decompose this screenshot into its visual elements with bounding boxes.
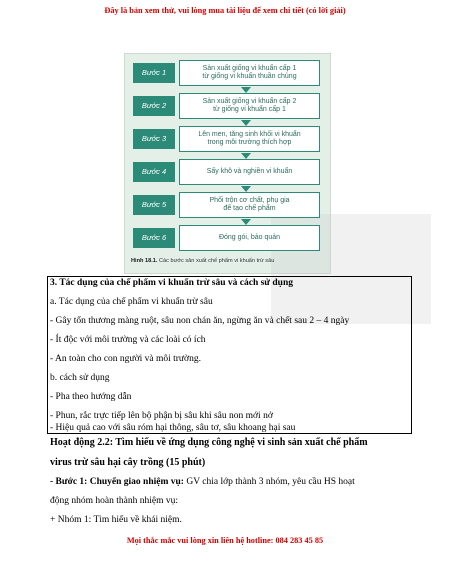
step-row-3: [133, 126, 323, 152]
production-steps-figure: [124, 53, 331, 274]
step-label: Bước 1: [133, 63, 175, 83]
text-line: b. cách sử dụng: [50, 373, 110, 383]
step-row-1: [133, 60, 323, 86]
step-text: Lên men, tăng sinh khối vi khuẩn trong môi trường thích hợp: [179, 126, 320, 152]
text-line: - Hiệu quả cao với sâu róm hại thông, sâu tơ, sâu khoang hại sau: [50, 423, 296, 433]
step-row-6: [133, 225, 323, 251]
text-line: - Gây tổn thương màng ruột, sâu non chán ăn, ngừng ăn và chết sau 2 – 4 ngày: [50, 316, 350, 326]
step-label: Bước 6: [133, 228, 175, 248]
step-row-5: [133, 192, 323, 218]
text-line: - Phun, rắc trực tiếp lên bộ phận bị sâu khi sâu non mới nở: [50, 411, 273, 421]
step-text: Đóng gói, bảo quản: [179, 225, 320, 251]
hotline-banner: Mọi thắc mắc vui lòng xin liên hệ hotline: 084 283 45 85: [126, 536, 324, 545]
step1-line: [50, 477, 355, 487]
text-line: - An toàn cho con người và môi trường.: [50, 354, 201, 364]
step-row-2: [133, 93, 323, 119]
activity-heading: Hoạt động 2.2: Tìm hiểu về ứng dụng công nghệ vi sinh sản xuất chế phẩm: [50, 437, 368, 448]
group1-task: + Nhóm 1: Tìm hiểu về khái niệm.: [50, 515, 182, 525]
step1-label: - Bước 1: Chuyển giao nhiệm vụ:: [50, 477, 184, 487]
step-text: Sản xuất giống vi khuẩn cấp 2 từ giống vi khuẩn cấp 1: [179, 93, 320, 119]
step-text: Sản xuất giống vi khuẩn cấp 1 từ giống vi khuẩn thuần chủng: [179, 60, 320, 86]
text-line: - Ít độc với môi trường và các loài có ích: [50, 335, 206, 345]
step1-text: GV chia lớp thành 3 nhóm, yêu cầu HS hoạt: [183, 477, 355, 487]
caption-number: Hình 18.1.: [131, 258, 158, 264]
step-label: Bước 3: [133, 129, 175, 149]
step-row-4: [133, 159, 323, 185]
text-line: a. Tác dụng của chế phẩm vi khuẩn trừ sâu: [50, 297, 213, 307]
step-text: Phối trộn cơ chất, phụ gia để tạo chế phẩm: [179, 192, 320, 218]
preview-notice-banner: Đây là bản xem thử, vui lòng mua tài liệu để xem chi tiết (có lời giải): [104, 6, 346, 15]
step-label: Bước 5: [133, 195, 175, 215]
section-heading: 3. Tác dụng của chế phẩm vi khuẩn trừ sâu và cách sử dụng: [50, 278, 293, 288]
figure-caption: [131, 258, 326, 264]
activity-heading-cont: virus trừ sâu hại cây trồng (15 phút): [50, 457, 206, 468]
step-text: Sấy khô và nghiền vi khuẩn: [179, 159, 320, 185]
caption-text: Các bước sản xuất chế phẩm vi khuẩn trừ sâu: [159, 258, 275, 264]
step-label: Bước 4: [133, 162, 175, 182]
text-line: - Pha theo hướng dẫn: [50, 392, 132, 402]
step-label: Bước 2: [133, 96, 175, 116]
step1-continuation: động nhóm hoàn thành nhiệm vụ:: [50, 496, 178, 506]
